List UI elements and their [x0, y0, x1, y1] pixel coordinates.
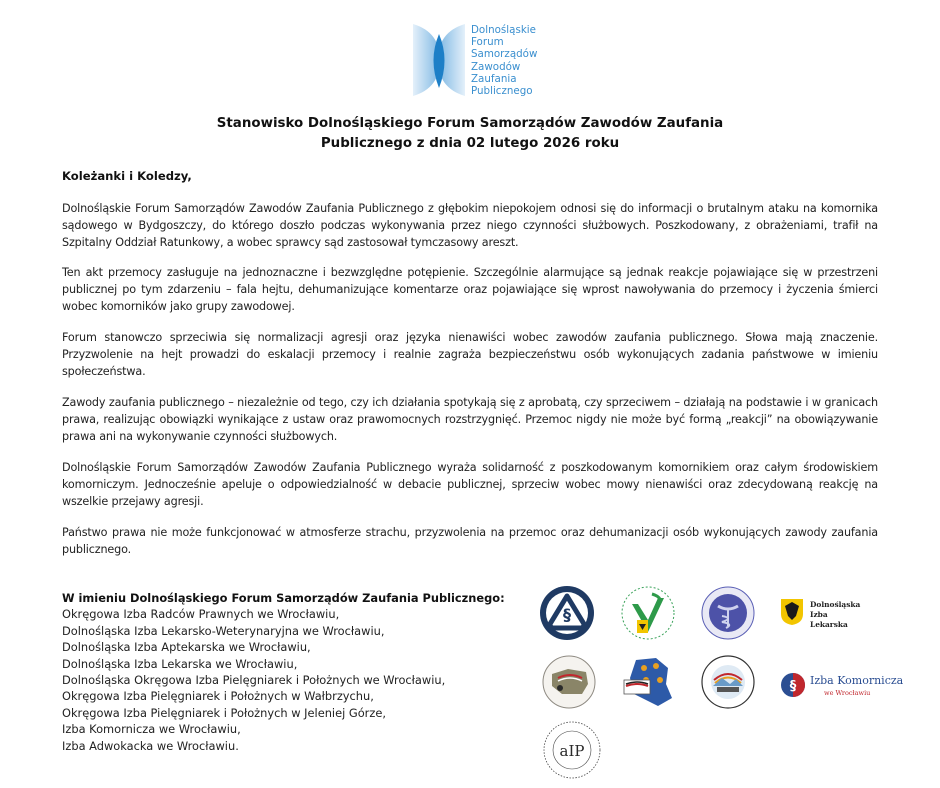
- paragraph: Zawody zaufania publicznego – niezależnie od tego, czy ich działania spotykają się z aprobatą, czy sprzeciwem – działają na podstawie i w granicach prawa, realizując obowiązki wynikające z ustaw oraz prawomocnych rozstrzygnięć. Przemoc nigdy nie może być formą „reakcji” na obowiązywanie prawa ani na wykonywanie czynności służbowych.: [62, 396, 878, 443]
- document-title: [0, 114, 940, 154]
- izba-komornicza-logo: [780, 672, 904, 698]
- title-line-1: Stanowisko Dolnośląskiego Forum Samorządów Zawodów Zaufania: [216, 116, 724, 131]
- dil-line: Dolnośląska: [810, 600, 861, 609]
- logo-line: Samorządów: [471, 48, 538, 61]
- logo-line: Zawodów: [471, 60, 521, 73]
- ik-sub: we Wrocławiu: [824, 689, 871, 697]
- adw-monogram: aIP: [559, 742, 585, 760]
- forum-logo-text: [471, 24, 537, 97]
- paragraph: Dolnośląskie Forum Samorządów Zawodów Zaufania Publicznego z głębokim niepokojem odnosi się do informacji o brutalnym ataku na komornika sądowego w Bydgoszczy, do którego doszło podczas wykonywania przez niego czynności służbowych. Poszkodowany, z obrażeniami, trafił na Szpitalny Oddział Ratunkowy, a wobec sprawcy sąd zastosował tymczasowy areszt.: [62, 202, 878, 249]
- forum-logo-mark-icon: [410, 22, 468, 98]
- eagle-shield-icon: [780, 598, 804, 626]
- doipip-wroclaw-logo: [538, 654, 600, 710]
- paragraph-seal-icon: [538, 584, 596, 642]
- logo-line: Forum: [471, 36, 504, 49]
- signatories-heading: W imieniu Dolnośląskiego Forum Samorządów Zaufania Publicznego:: [62, 591, 505, 605]
- nurses-mountain-seal-icon: [700, 654, 756, 710]
- nurses-seal-icon: [538, 654, 600, 710]
- svg-text:§: §: [789, 679, 797, 694]
- paragraph: Forum stanowczo sprzeciwia się normalizacji agresji oraz języka nienawiści wobec zawodów zaufania publicznego. Słowa mają znaczenie. Przyzwolenie na hejt prowadzi do eskalacji przemocy i realnie zagraża bezpieczeństwu osób wykonujących zadania państwowe w imieniu społeczeństwa.: [62, 331, 878, 378]
- bailiff-emblem-icon: [780, 672, 806, 698]
- paragraph: Państwo prawa nie może funkcjonować w atmosferze strachu, przyzwolenia na przemoc oraz dehumanizacji osób wykonujących zawody zaufania publicznego.: [62, 526, 878, 556]
- region-map-icon: [620, 654, 676, 710]
- lekarsko-weterynaryjna-logo: [618, 584, 678, 642]
- member-logos: [530, 580, 904, 785]
- signatory: Izba Komornicza we Wrocławiu,: [62, 722, 241, 737]
- logo-line: Dolnośląskie: [471, 24, 536, 36]
- signatories-block: [62, 590, 505, 754]
- svg-text:§: §: [563, 605, 571, 624]
- pharmacy-seal-icon: [700, 584, 756, 642]
- title-line-2: Publicznego z dnia 02 lutego 2026 roku: [320, 136, 620, 151]
- signatory: Okręgowa Izba Pielęgniarek i Położnych w Wałbrzychu,: [62, 689, 374, 704]
- logo-line: Zaufania: [471, 72, 517, 85]
- aptekarska-logo: [700, 584, 756, 642]
- dil-line: Izba: [810, 610, 828, 619]
- greeting: Koleżanki i Koledzy,: [62, 169, 192, 183]
- dil-text: [810, 600, 860, 630]
- signatory: Okręgowa Izba Radców Prawnych we Wrocławiu,: [62, 607, 340, 622]
- signatory: Dolnośląska Izba Lekarska we Wrocławiu,: [62, 656, 298, 671]
- logo-line: Publicznego: [471, 85, 533, 98]
- signatory: Dolnośląska Izba Lekarsko-Weterynaryjna we Wrocławiu,: [62, 623, 385, 638]
- paragraph: Ten akt przemocy zasługuje na jednoznaczne i bezwzględne potępienie. Szczególnie alarmujące są jednak reakcje pojawiające się w przestrzeni publicznej po tym zdarzeniu – fala hejtu, dehumanizujące komentarze oraz pojawiające się wprost nawoływania do przemocy i życzenia śmierci wobec komorników jako grupy zawodowej.: [62, 266, 878, 313]
- adwokatura-logo: [542, 720, 602, 780]
- signatory: Okręgowa Izba Pielęgniarek i Położnych w Jeleniej Górze,: [62, 705, 386, 720]
- dolnoslaska-izba-lekarska-logo: [780, 598, 861, 629]
- bar-association-seal-icon: [542, 720, 602, 780]
- signatory: Dolnośląska Okręgowa Izba Pielęgniarek i Położnych we Wrocławiu,: [62, 673, 446, 688]
- forum-logo: [410, 22, 550, 98]
- signatory: Izba Adwokacka we Wrocławiu.: [62, 738, 239, 753]
- signatory: Dolnośląska Izba Aptekarska we Wrocławiu,: [62, 640, 311, 655]
- oipip-walbrzych-logo: [620, 654, 676, 710]
- oipip-jelenia-gora-logo: [700, 654, 756, 710]
- dil-line: Lekarska: [810, 620, 848, 629]
- paragraph: Dolnośląskie Forum Samorządów Zawodów Zaufania Publicznego wyraża solidarność z poszkodowanym komornikiem oraz całym środowiskiem komorniczym. Jednocześnie apeluje o odpowiedzialność w debacie publicznej, sprzeciw wobec mowy nienawiści oraz zdecydowaną reakcję na wszelkie przejawy agresji.: [62, 461, 878, 508]
- ik-name: Izba Komornicza: [810, 674, 904, 687]
- veterinary-seal-icon: [618, 584, 678, 642]
- radcy-prawni-logo: [538, 584, 596, 642]
